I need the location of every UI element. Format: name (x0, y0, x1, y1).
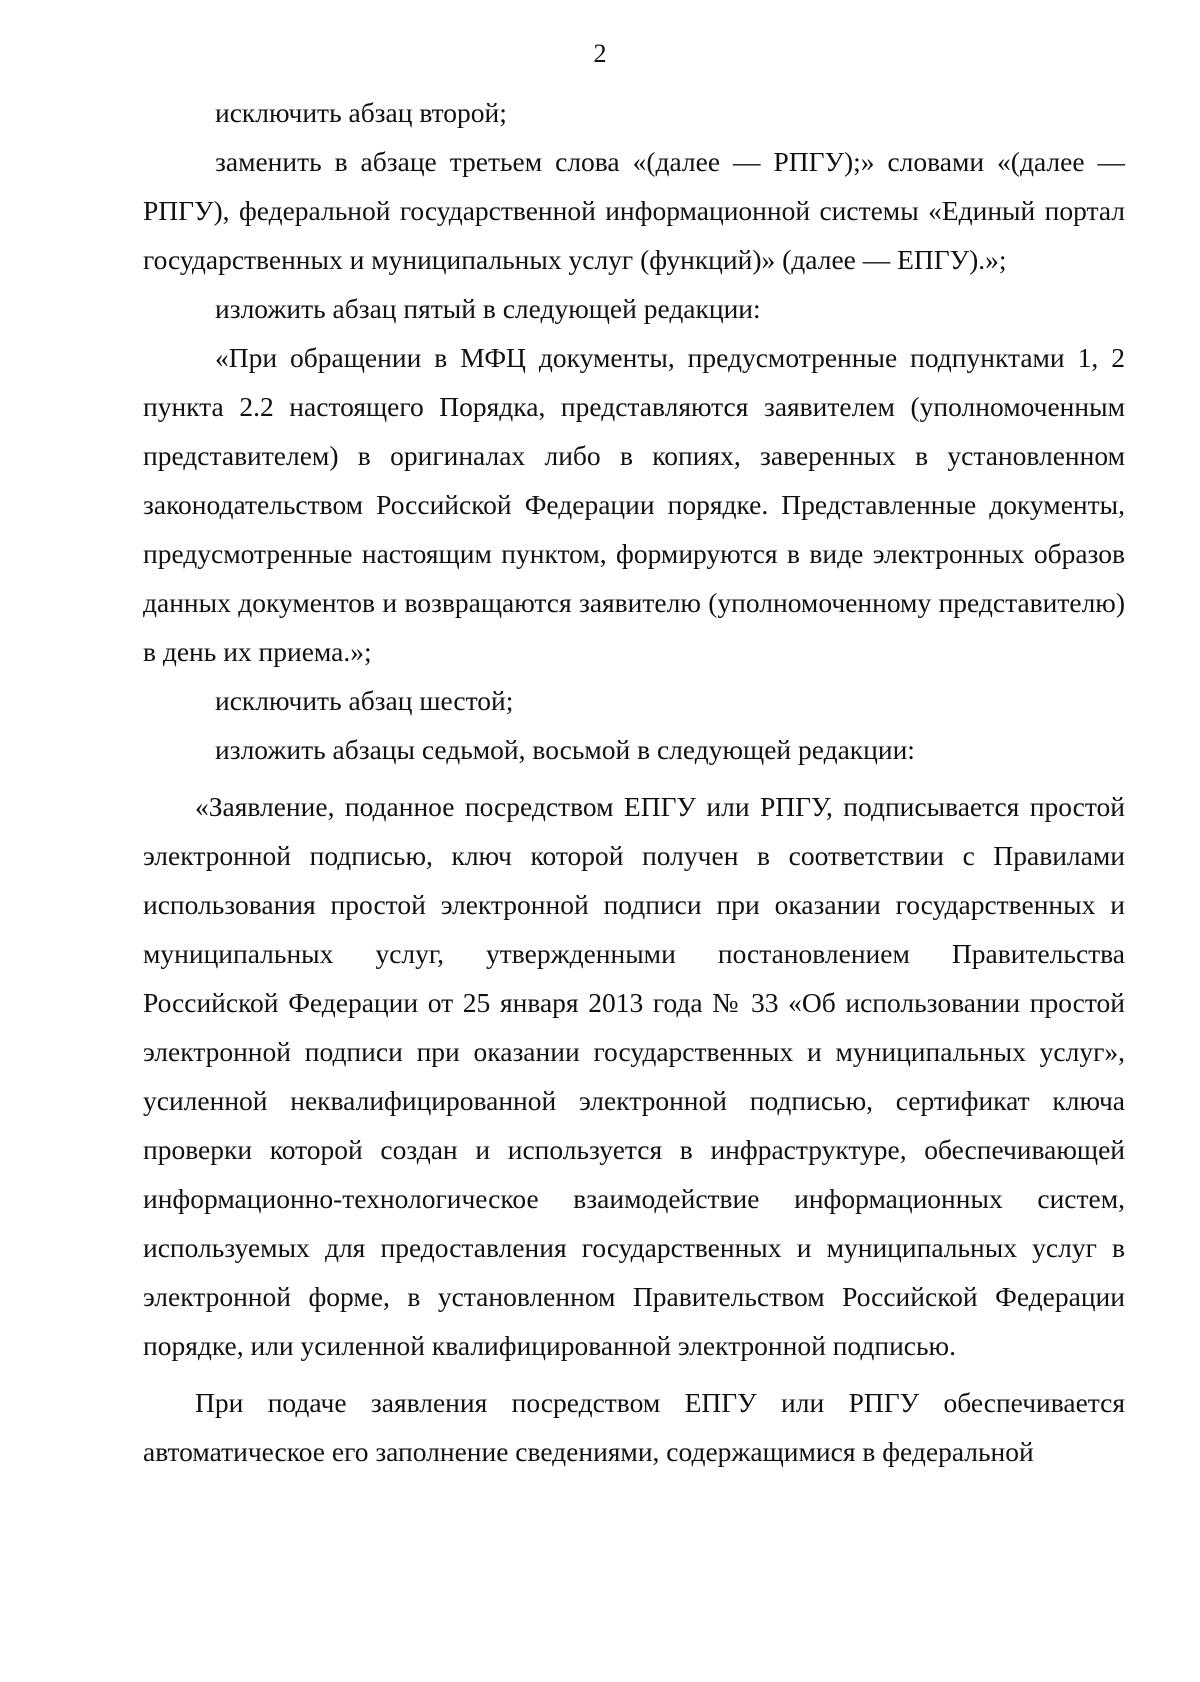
document-body (143, 88, 1125, 1476)
paragraph-exclude-sixth: исключить абзац шестой; (215, 685, 514, 716)
paragraph-application-signature: «Заявление, поданное посредством ЕПГУ или РПГУ, подписывается простой электронной подписью, ключ которой получен в соответствии с Правилами использования простой электронной подписи при оказании государственных и муниципальных услуг, утвержденными постановлением Правительства Российской Федерации от 25 января 2013 года № 33 «Об использовании простой электронной подписи при оказании государственных и муниципальных услуг», усиленной неквалифицированной электронной подписью, сертификат ключа проверки которой создан и используется в инфраструктуре, обеспечивающей информационно-технологическое взаимодействие информационных систем, используемых для предоставления государственных и муниципальных услуг в электронной форме, в установленном Правительством Российской Федерации порядке, или усиленной квалифицированной электронной подписью. (143, 791, 1125, 1361)
paragraph-seventh-eighth-intro: изложить абзацы седьмой, восьмой в следующей редакции: (215, 734, 915, 765)
paragraph-auto-fill: При подаче заявления посредством ЕПГУ или РПГУ обеспечивается автоматическое его заполнение сведениями, содержащимися в федеральной (143, 1387, 1125, 1467)
paragraph-exclude-second: исключить абзац второй; (215, 97, 507, 128)
page-number: 2 (593, 39, 607, 68)
paragraph-replace-third: заменить в абзаце третьем слова «(далее — РПГУ);» словами «(далее — РПГУ), федеральной государственной информационной системы «Единый портал государственных и муниципальных услуг (функций)» (далее — ЕПГУ).»; (143, 146, 1125, 275)
paragraph-fifth-text: «При обращении в МФЦ документы, предусмотренные подпунктами 1, 2 пункта 2.2 настоящего Порядка, представляются заявителем (уполномоченным представителем) в оригиналах либо в копиях, заверенных в установленном законодательством Российской Федерации порядке. Представленные документы, предусмотренные настоящим пунктом, формируются в виде электронных образов данных документов и возвращаются заявителю (уполномоченному представителю) в день их приема.»; (143, 342, 1125, 667)
paragraph-fifth-intro: изложить абзац пятый в следующей редакции: (215, 293, 761, 324)
